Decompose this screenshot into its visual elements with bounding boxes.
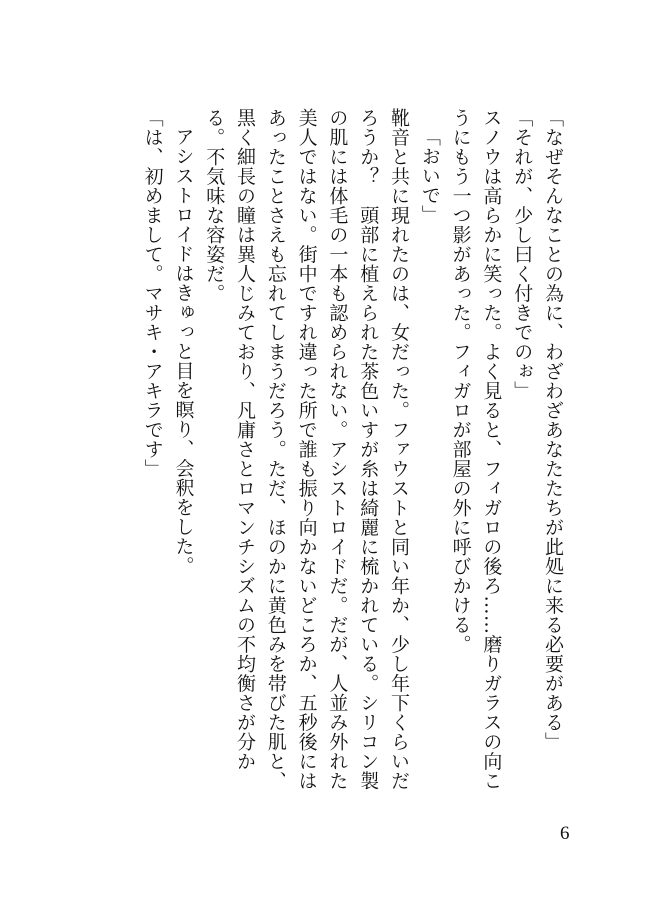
paragraph: 靴音と共に現れたのは、女だった。ファウストと同い年か、少し年下くらいだろうか？ 頭部に植えられた茶色いすが糸は綺麗に梳かれている。シリコン製の肌には体毛の一本も認められない。アシストロイドだ。だが、人並み外れた美人ではない。街中ですれ違った所で誰も振り向かないどころか、五秒後にはあったことさえも忘れてしまうだろう。ただ、ほのかに黄色みを帯びた肌と、黒く細長の瞳は異人じみており、凡庸さとロマンチシズムの不均衡さが分かる。不気味な容姿だ。 bbox=[203, 108, 411, 791]
paragraph: 「は、初めまして。マサキ・アキラです」 bbox=[141, 108, 164, 479]
page-number: 6 bbox=[560, 823, 570, 844]
paragraph: 「なぜそんなことの為に、わざわざあなたたちが此処に来る必要がある」 bbox=[542, 108, 564, 752]
vertical-text-body bbox=[137, 108, 568, 808]
paragraph: 「それが、少し曰く付きでのぉ」 bbox=[511, 108, 534, 401]
paragraph: スノウは高らかに笑った。よく見ると、フィガロの後ろ……磨りガラスの向こうにもう一つ影があった。フィガロが部屋の外に呼びかける。 bbox=[449, 108, 503, 791]
paragraph: アシストロイドはきゅっと目を瞑り、会釈をした。 bbox=[172, 127, 195, 576]
paragraph: 「おいで」 bbox=[418, 127, 441, 225]
